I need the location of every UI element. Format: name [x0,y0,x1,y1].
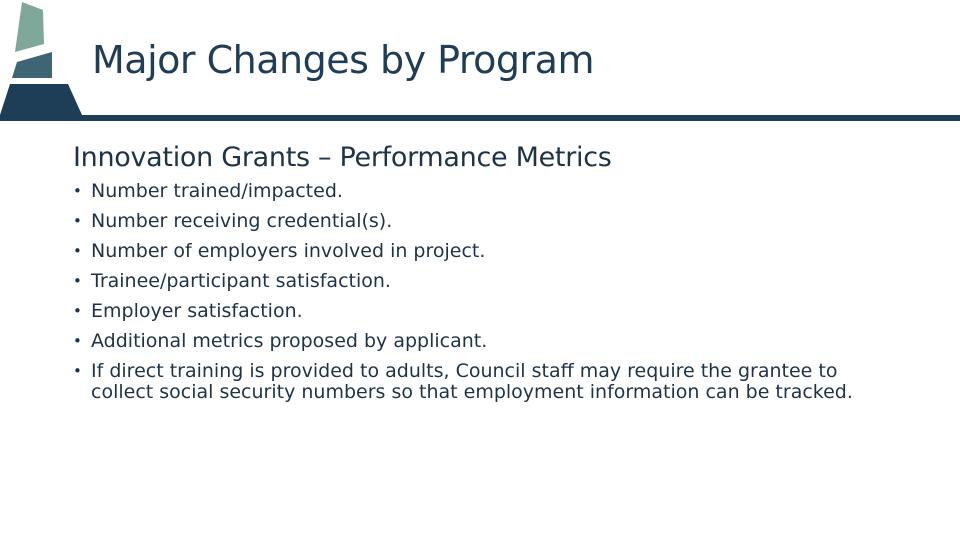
bullet-icon: • [73,362,82,380]
list-item [73,331,893,352]
list-item-text: Employer satisfaction. [91,300,303,322]
logo-middle-shape [12,52,52,78]
bullet-icon: • [73,332,82,350]
bullet-icon: • [73,182,82,200]
metrics-list [73,181,893,412]
logo-top-shape [15,2,44,52]
list-item-text: Number of employers involved in project. [91,240,486,262]
list-item-text: Number trained/impacted. [91,180,343,202]
list-item-text: If direct training is provided to adults, Council staff may require the grantee to collect social security numbers so that employment information can be tracked. [91,360,853,403]
header-divider [0,115,960,121]
list-item [73,361,893,402]
bullet-icon: • [73,302,82,320]
section-heading: Innovation Grants – Performance Metrics [73,142,612,173]
logo-icon [0,0,90,120]
bullet-icon: • [73,242,82,260]
list-item [73,241,893,262]
list-item [73,181,893,202]
list-item-text: Trainee/participant satisfaction. [91,270,391,292]
bullet-icon: • [73,212,82,230]
list-item-text: Additional metrics proposed by applicant. [91,330,488,352]
bullet-icon: • [73,272,82,290]
list-item-text: Number receiving credential(s). [91,210,393,232]
list-item [73,211,893,232]
logo-bottom-shape [0,84,82,115]
list-item [73,271,893,292]
page-title: Major Changes by Program [92,38,594,82]
list-item [73,301,893,322]
